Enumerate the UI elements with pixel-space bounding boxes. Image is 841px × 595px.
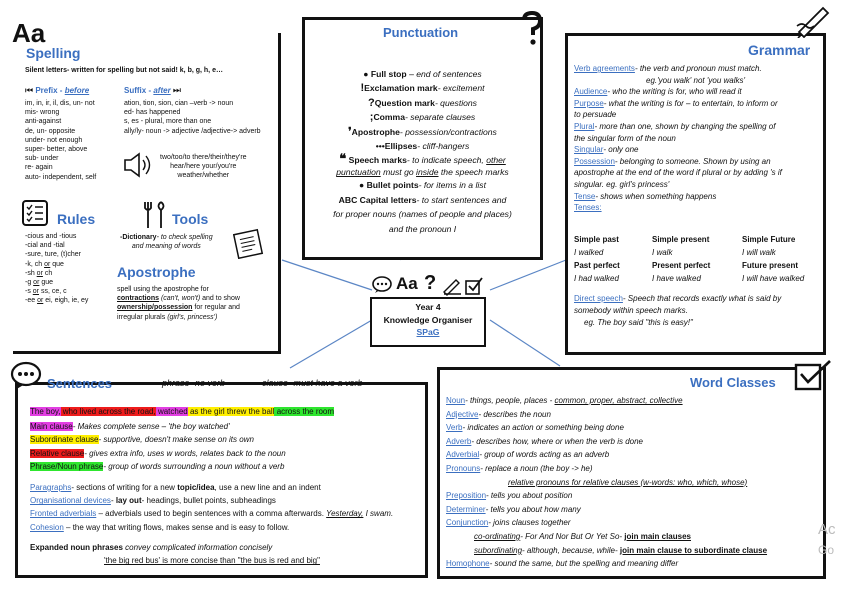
spelling-title: Spelling (26, 45, 81, 61)
apostrophe-text: spell using the apostrophe for contractions (can't, won't) and to show ownership/possession for regular and irregular plurals (girl's, princess') (117, 286, 240, 321)
center-text: Year 4 Knowledge Organiser SPaG (383, 302, 473, 337)
clause-list: Main clause- Makes complete sense – 'the boy watched' Subordinate clause- supportive, doesn't make sense on its own Relative clause- gives extra info, uses w words, relates back to the noun Phrase/Noun phrase- group of words surrounding a noun without a verb (30, 422, 286, 472)
writing-hand-icon (794, 4, 832, 38)
checkbox-big-icon (794, 359, 834, 391)
silent-letters: Silent letters- written for spelling but not said! k, b, g, h, e… (25, 67, 223, 74)
suffix-list: ation, tion, sion, cian –verb -> noun ed- has happened s, es - plural, more than one ally/ly- noun -> adjective /adjective-> adverb (124, 100, 261, 135)
prefix-heading: ⏮ Prefix - before (25, 85, 90, 95)
question-mark-icon (518, 10, 546, 46)
sentence-terms: Paragraphs- sections of writing for a new topic/idea, use a new line and an indent Organisational devices- lay out- headings, bullet points, subheadings Fronted adverbials – adverbials used to begin sentences with a comma afterwards. Yesterday, I swam. Cohesion – the way that writing flows, makes sense and is easy to follow. (30, 483, 394, 532)
spelling-big-icon: Aa (12, 18, 46, 48)
checklist-icon (22, 200, 48, 226)
tools-title: Tools (172, 211, 209, 227)
punctuation-title: Punctuation (383, 25, 459, 40)
expanded-noun-phrases: Expanded noun phrases convey complicated information concisely 'the big red bus' is more concise than "the bus is red and big" (30, 543, 320, 566)
example-sentence: The boy, who lived across the road, watched as the girl threw the ball across the room (30, 407, 335, 416)
tools-text: -Dictionary- to check spelling and meaning of words (120, 234, 213, 251)
prefix-list: im, in, ir, il, dis, un- not mis- wrong anti-against de, un- opposite under- not enough super- better, above sub- under re- again auto- independent, self (25, 100, 97, 181)
apostrophe-title: Apostrophe (117, 264, 196, 280)
pencil-hand-icon (442, 276, 462, 296)
speech-bubble-icon (372, 276, 392, 294)
rules-title: Rules (57, 211, 96, 227)
watermark-text: Ac Go (818, 521, 836, 557)
center-question-icon: ? (424, 272, 437, 294)
speaker-icon (122, 151, 154, 179)
clause-note: clause- must have a verb (262, 378, 363, 388)
sentences-title: Sentences (47, 376, 113, 391)
rules-list: -cious and -tious -cial and -tial -sure, ture, (t)cher -k, ch or que -sh or ch -g or gue -s or ss, ce, c -ee or ei, eigh, ie, ey (25, 233, 89, 305)
dictionary-icon (233, 227, 265, 259)
tense-table: Simple past Simple present Simple Future I walked I walk I will walk Past perfect Present perfect Future present I had walked I have walked I will have walked (574, 235, 805, 283)
word-classes-list: Noun- things, people, places - common, proper, abstract, collective Adjective- describes the noun Verb- indicates an action or something being done Adverb- describes how, where or when the verb is done Adverbial- group of words acting as an adverb Pronouns- replace a noun (the boy -> he) relative pronouns for relative clauses (w-words: who, which, whose) Preposition- tells you about position Determiner- tells you about how many Conjunction- joins clauses together co-ordinating- For And Nor But Or Yet So- join main clauses subordinating- although, because, while- join main clause to subordinate clause Homophone- sound the same, but the spelling and meaning differ (446, 396, 768, 569)
center-icons (370, 272, 488, 298)
center-aa: Aa (396, 274, 418, 293)
punctuation-list: ● Full stop – end of sentences !Exclamation mark- excitement ?Question mark- questions ;Comma- separate clauses ❜Apostrophe- possession/contractions •••Ellipses- cliff-hangers ❝ Speech marks- to indicate speech, other punctuation must go inside the speech marks ● Bullet points- for items in a list ABC Capital letters- to start sentences and for proper nouns (names of people and places) and the pronoun I (333, 69, 512, 234)
grammar-list: Verb agreements- the verb and pronoun must match. eg.'you walk' not 'you walks' Audience- who the writing is for, who will read it Purpose- what the writing is for – to entertain, to inform or to persuade Plural- more than one, shown by changing the spelling of the singular form of the noun Singular- only one Possession- belonging to someone. Shown by using an apostrophe at the end of the word if plural or by adding 's if singular. eg. girl's princess' Tense- shows when something happens Tenses: (574, 64, 782, 213)
suffix-heading: Suffix - after ⏭ (124, 85, 182, 95)
word-classes-title: Word Classes (690, 375, 776, 390)
speech-bubble-big-icon (10, 361, 42, 391)
homophone-examples: two/too/to there/their/they're hear/here your/you're weather/whether (160, 154, 247, 180)
direct-speech: Direct speech- Speech that records exactly what is said by somebody within speech marks. eg. The boy said "this is easy!" (574, 294, 782, 327)
phrase-note: phrase- no verb (162, 378, 226, 388)
tools-icon (142, 200, 168, 230)
grammar-title: Grammar (748, 42, 811, 58)
checkbox-icon (464, 276, 484, 296)
skip-back-icon: ⏮ (25, 85, 34, 95)
skip-forward-icon: ⏭ (172, 85, 182, 95)
